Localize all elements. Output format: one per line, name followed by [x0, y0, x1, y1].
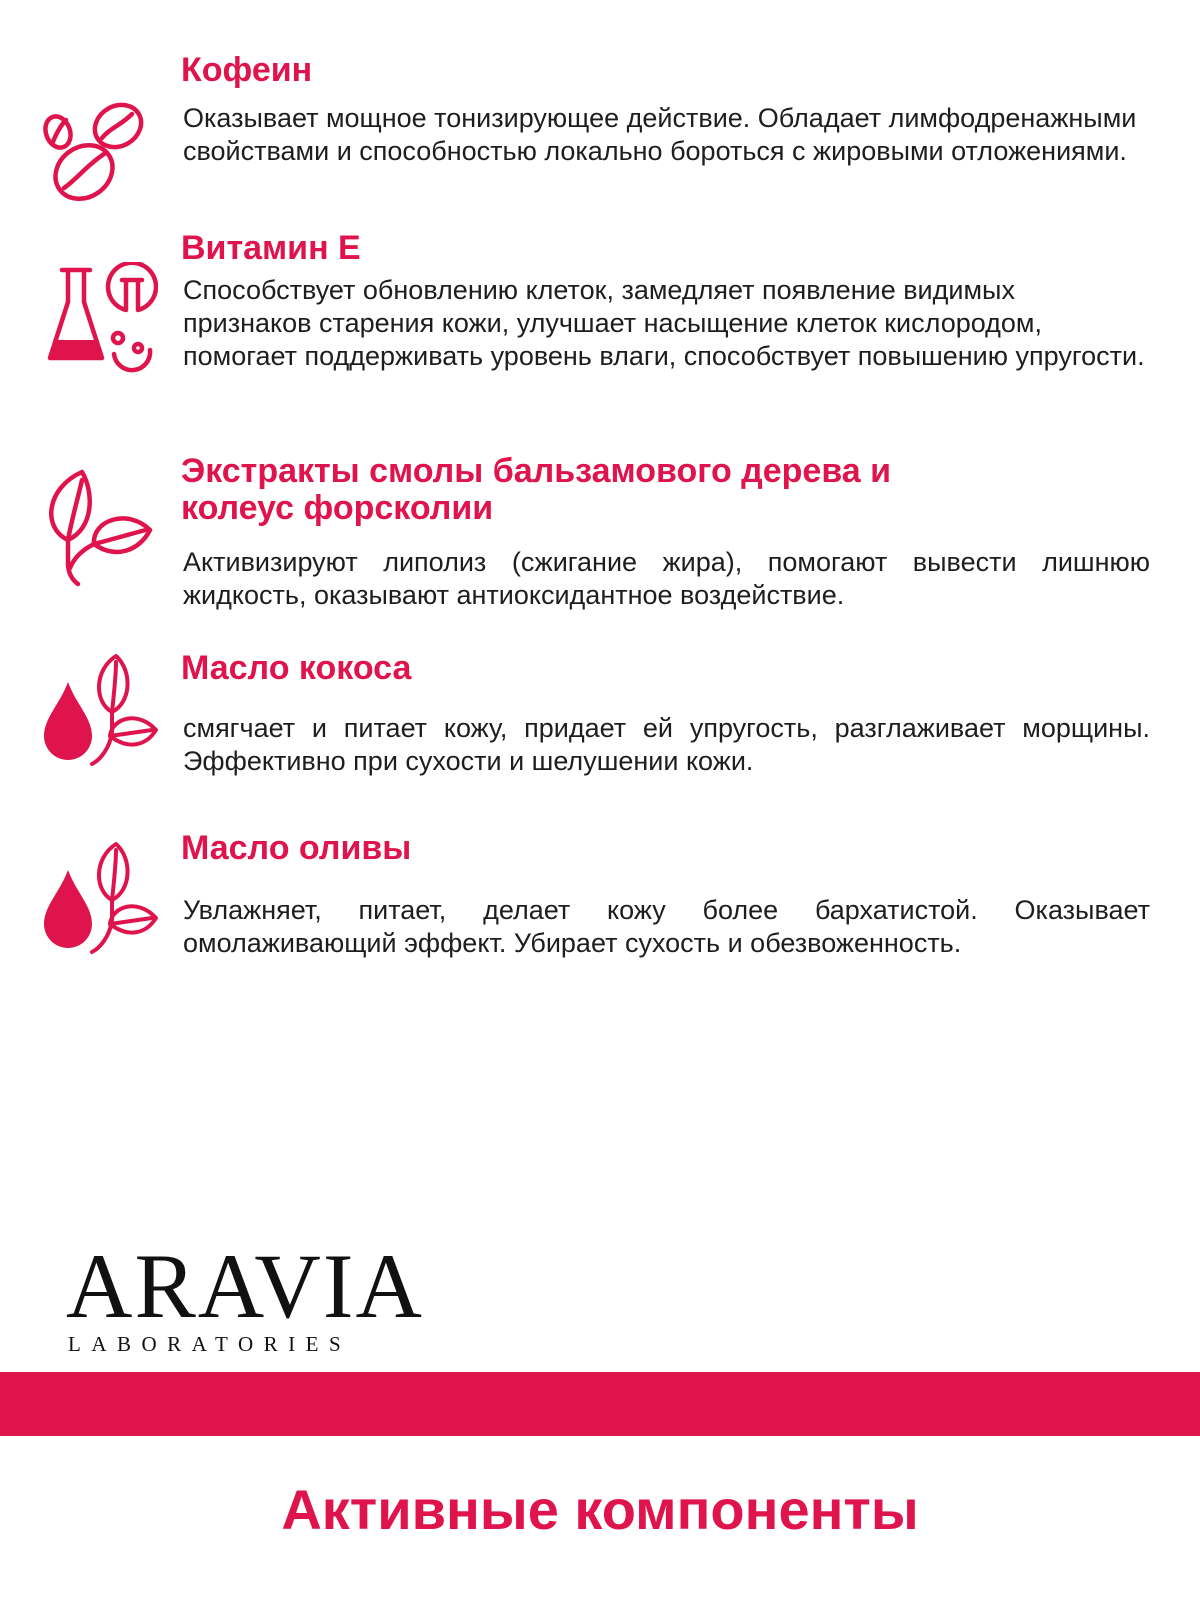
oil-drop-leaf-icon	[38, 840, 158, 960]
footer-title: Активные компоненты	[281, 1478, 919, 1541]
brand-name: ARAVIA	[66, 1235, 424, 1337]
ingredient-title: Экстракты смолы бальзамового дерева и колеус форсколии	[181, 452, 892, 527]
ingredient-description: Активизируют липолиз (сжигание жира), помогают вывести лишнюю жидкость, оказывают антиоксидантное воздействие.	[183, 547, 1150, 610]
leaf-sprout-icon	[38, 468, 158, 588]
ingredient-title: Масло оливы	[181, 829, 412, 867]
coffee-beans-icon	[38, 92, 158, 212]
ingredient-title: Витамин Е	[181, 229, 361, 267]
ingredient-description: Увлажняет, питает, делает кожу более бархатистой. Оказывает омолаживающий эффект. Убирает сухость и обезвоженность.	[183, 895, 1150, 958]
oil-drop-leaf-icon	[38, 652, 158, 772]
brand-subtitle: LABORATORIES	[68, 1332, 352, 1356]
ingredient-title: Масло кокоса	[181, 649, 412, 687]
ingredient-description: Способствует обновлению клеток, замедляет появление видимых признаков старения кожи, улучшает насыщение клеток кислородом, помогает поддерживать уровень влаги, способствует повышению упругости.	[183, 275, 1145, 371]
lab-flasks-icon	[38, 262, 158, 382]
aravia-logo	[66, 1235, 424, 1360]
ingredient-description: Оказывает мощное тонизирующее действие. Обладает лимфодренажными свойствами и способностью локально бороться с жировыми отложениями.	[183, 103, 1137, 166]
ingredient-description: смягчает и питает кожу, придает ей упругость, разглаживает морщины. Эффективно при сухости и шелушении кожи.	[183, 713, 1150, 776]
ingredient-title: Кофеин	[181, 51, 313, 89]
accent-band	[0, 1372, 1200, 1436]
